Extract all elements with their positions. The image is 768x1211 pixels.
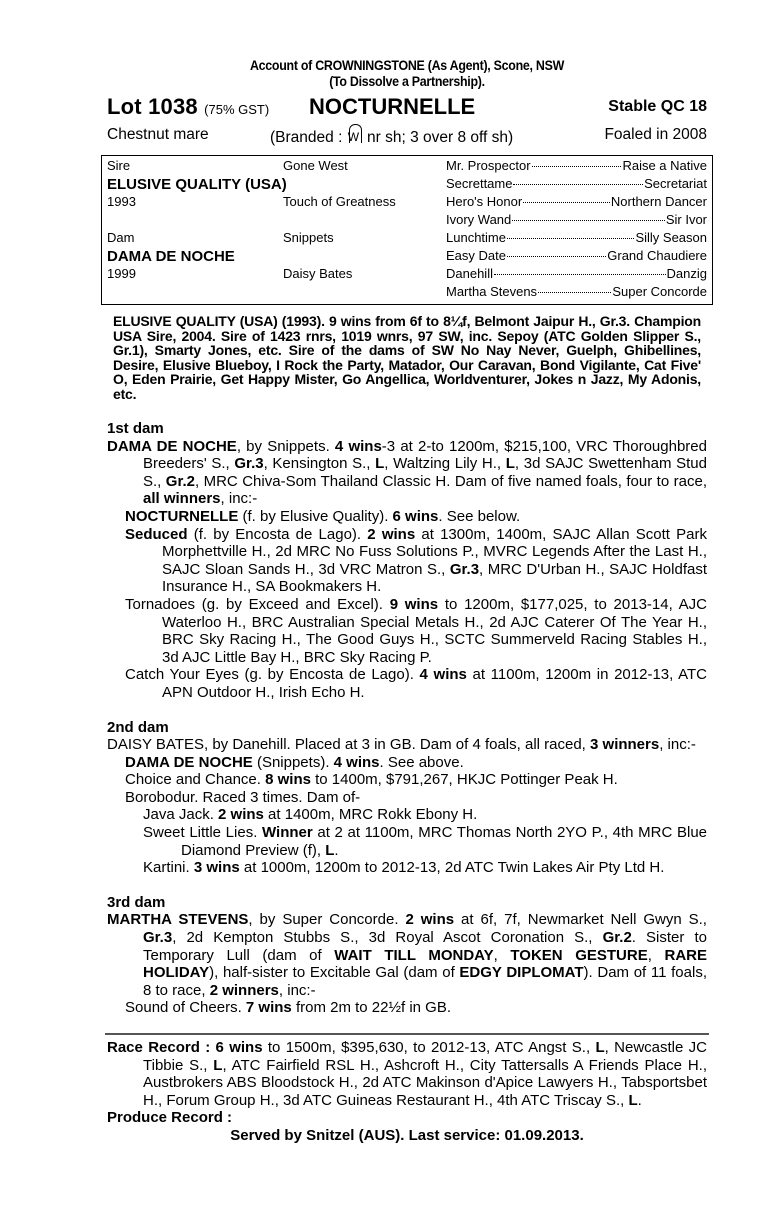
pedigree-paragraph <box>107 754 707 772</box>
sire-label: Sire <box>107 158 131 173</box>
third-dam-section <box>107 911 707 1017</box>
text-run: to 1500m, $395,630, to 2012-13, ATC Angst S., <box>262 1039 596 1056</box>
bold-run: RARE HOLIDAY <box>143 946 708 982</box>
gen3-sire: Silly Season <box>635 230 707 245</box>
text-run: at 1000m, 1200m to 2012-13, 2d ATC Twin Lakes Air Pty Ltd H. <box>239 859 665 877</box>
pedigree-paragraph <box>107 596 707 666</box>
dot-leader <box>512 220 665 221</box>
bold-run: Winner <box>262 824 313 842</box>
text-run: Borobodur. Raced 3 times. Dam of- <box>125 788 361 806</box>
bold-run: 4 wins <box>419 666 467 684</box>
bold-run: L <box>505 455 515 473</box>
bold-run: 6 wins <box>392 507 439 525</box>
text-run: at 6f, 7f, Newmarket Nell Gwyn S., <box>454 911 707 929</box>
divider <box>105 1033 709 1035</box>
text-run: , 3d SAJC Swettenham Stud S., <box>143 455 707 490</box>
sire-year: 1993 <box>107 194 136 209</box>
text-run: , MRC Chiva-Som Thailand Classic H. Dam of five named foals, four to race, <box>194 472 707 490</box>
gen3-sire: Super Concorde <box>612 284 707 299</box>
text-run: . <box>637 1091 642 1109</box>
text-run: , ATC Fairfield RSL H., Ashcroft H., City Tattersalls A Friends Place H., Austbrokers ABS Bloodstock H., 2d ATC Makinson d'Apice Lawyers H., Tabsportsbet H., Forum Group H., 3d ATC Guineas Restaurant H., 4th ATC Triscay S., <box>143 1056 707 1109</box>
gen3-sire: Danzig <box>666 266 707 281</box>
text-run: (Snippets). <box>252 753 334 771</box>
gst-note: (75% GST) <box>204 102 270 117</box>
sale-note: (To Dissolve a Partnership). <box>329 74 485 89</box>
text-run: , Kensington S., <box>263 455 376 473</box>
gen3-dam: Mr. Prospector <box>446 158 531 173</box>
catalogue-page <box>107 58 708 1144</box>
dot-leader <box>513 184 643 185</box>
text-run: from 2m to 22½f in GB. <box>291 999 452 1017</box>
dam-name: DAMA DE NOCHE <box>107 248 235 265</box>
bold-run: Seduced <box>125 525 188 543</box>
bold-run: Race Record : 6 wins <box>107 1039 263 1056</box>
text-run: ). Dam of 11 foals, 8 to race, <box>143 964 707 999</box>
horse-name: NOCTURNELLE <box>309 94 476 119</box>
text-run: Sweet Little Lies. <box>143 824 263 842</box>
gen3-sire: Sir Ivor <box>665 212 707 227</box>
pedigree-paragraph <box>107 999 707 1017</box>
text-run: , inc:- <box>220 490 258 508</box>
brand-suffix: nr sh; 3 over 8 off sh) <box>367 129 514 146</box>
gen3-dam: Hero's Honor <box>446 194 523 209</box>
pedigree-paragraph <box>107 859 707 877</box>
pedigree-paragraph <box>107 806 707 824</box>
race-record <box>107 1039 707 1109</box>
text-run: at 1300m, 1400m, SAJC Allan Scott Park Morphettville H., 2d MRC No Fuss Solutions P., MVRC Legends After the Last H., SAJC Sloan Sands H., 3d VRC Matron S., <box>162 525 708 578</box>
text-run: , Waltzing Lily H., <box>384 455 506 473</box>
vendor-line: Account of CROWNINGSTONE (As Agent), Scone, NSW <box>249 58 565 73</box>
dam-dam: Daisy Bates <box>283 266 353 281</box>
gen3-sire: Secretariat <box>644 176 707 191</box>
bold-run: Gr.3 <box>234 455 264 473</box>
bold-run: L <box>628 1091 638 1109</box>
pedigree-paragraph <box>107 438 707 508</box>
bold-run: TOKEN GESTURE <box>510 946 648 964</box>
text-run: to 1400m, $791,267, HKJC Pottinger Peak H. <box>310 771 618 789</box>
lot-number-block <box>107 94 269 120</box>
dot-leader <box>507 256 606 257</box>
gen3-row <box>446 230 707 248</box>
gen3-dam: Lunchtime <box>446 230 506 245</box>
bold-run: 8 wins <box>265 771 311 789</box>
pedigree-paragraph <box>107 824 707 859</box>
dot-leader <box>523 202 610 203</box>
text-run: to 1200m, $177,025, to 2013-14, AJC Waterloo H., BRC Australian Special Metals H., 2d AJC Caterer Of The Year H., BRC Sky Racing H., The Good Guys H., SCTC Summerveld Racing Stables H., 3d AJC Little Bay H., BRC Sky Racing P. <box>162 595 707 666</box>
bold-run: 2 winners <box>209 981 279 999</box>
pedigree-paragraph <box>107 789 707 807</box>
bold-run: Gr.3 <box>143 929 173 947</box>
sire-name: ELUSIVE QUALITY (USA) <box>107 176 287 193</box>
pedigree-paragraph <box>107 526 707 596</box>
bold-run: 3 wins <box>193 859 240 877</box>
text-run: Catch Your Eyes (g. by Encosta de Lago). <box>125 666 420 684</box>
second-dam-heading: 2nd dam <box>107 718 169 736</box>
text-run: , by Super Concorde. <box>248 911 406 929</box>
gen3-dam: Danehill <box>446 266 493 281</box>
bold-run: NOCTURNELLE <box>125 507 239 525</box>
text-run: Kartini. <box>143 859 194 877</box>
text-run: DAISY BATES, by Danehill. Placed at 3 in GB. Dam of 4 foals, all raced, <box>107 736 591 754</box>
gen3-row <box>446 248 707 266</box>
text-run: Sound of Cheers. <box>125 999 246 1017</box>
text-run: at 2 at 1100m, MRC Thomas North 2YO P., 4th MRC Blue Diamond Preview (f), <box>181 824 708 859</box>
pedigree-table <box>101 155 713 305</box>
bold-run: 3 winners <box>590 736 660 754</box>
pedigree-paragraph <box>107 666 707 701</box>
text-run: -3 at 2-to 1200m, $215,100, VRC Thoroughbred Breeders' S., <box>143 437 707 473</box>
bold-run: WAIT TILL MONDAY <box>334 946 494 964</box>
bold-run: L <box>325 841 335 859</box>
pedigree-paragraph <box>107 508 707 526</box>
bold-run: Gr.2 <box>165 472 195 490</box>
pedigree-paragraph <box>107 771 707 789</box>
second-dam-section <box>107 736 707 877</box>
text-run: , Newcastle JC Tibbie S., <box>143 1039 707 1074</box>
brand-prefix: (Branded : <box>270 129 343 146</box>
dot-leader <box>507 238 634 239</box>
text-run: . Sister to Temporary Lull (dam of <box>143 929 708 964</box>
bold-run: 2 wins <box>218 806 264 824</box>
text-run: Java Jack. <box>143 806 219 824</box>
pedigree-paragraph <box>107 736 707 754</box>
text-run: . See below. <box>438 507 521 525</box>
bold-run: L <box>375 455 385 473</box>
description-line <box>107 126 707 150</box>
gen3-row <box>446 176 707 194</box>
text-run: . <box>334 841 339 859</box>
text-run: (f. by Elusive Quality). <box>238 507 393 525</box>
bold-run: all winners <box>143 490 221 508</box>
gen3-dam: Ivory Wand <box>446 212 512 227</box>
dam-year: 1999 <box>107 266 136 281</box>
gen3-sire: Grand Chaudiere <box>607 248 707 263</box>
foaled-year: Foaled in 2008 <box>604 126 707 143</box>
bold-run: DAMA DE NOCHE <box>125 753 253 771</box>
brand-info <box>270 126 513 147</box>
bold-run: 4 wins <box>334 437 382 455</box>
bold-run: EDGY DIPLOMAT <box>459 964 584 982</box>
text-run: , MRC D'Urban H., SAJC Holdfast Insurance H., SA Bookmakers H. <box>162 560 708 596</box>
service-note: Served by Snitzel (AUS). Last service: 01.09.2013. <box>230 1126 584 1144</box>
gen3-dam: Secrettame <box>446 176 513 191</box>
bold-run: 2 wins <box>367 525 416 543</box>
text-run: ), half-sister to Excitable Gal (dam of <box>209 964 460 982</box>
bold-run: DAMA DE NOCHE <box>107 437 237 455</box>
gen3-row <box>446 194 707 212</box>
bold-run: L <box>595 1039 605 1056</box>
gen3-dam: Easy Date <box>446 248 506 263</box>
horse-description: Chestnut mare <box>107 126 209 143</box>
lot-number: Lot 1038 <box>107 94 198 119</box>
first-dam-section <box>107 438 707 702</box>
gen3-sire: Northern Dancer <box>610 194 707 209</box>
text-run: Choice and Chance. <box>125 771 266 789</box>
bold-run: Gr.2 <box>602 929 632 947</box>
text-run: , <box>493 946 511 964</box>
text-run: (f. by Encosta de Lago). <box>187 525 368 543</box>
sire-summary: ELUSIVE QUALITY (USA) (1993). 9 wins from 6f to 8¼f, Belmont Jaipur H., Gr.3. Champion USA Sire, 2004. Sire of 1423 rnrs, 1019 wnrs, 97 SW, inc. Sepoy (ATC Golden Slipper S., Gr.1), Smarty Jones, etc. Sire of the dams of SW No Nay Never, Guelph, Ghibellines, Desire, Elusive Blueboy, I Rock the Party, Matador, Our Caravan, Bond Vigilante, Cat Five' O, Eden Prairie, Get Happy Mister, Go Angellica, Worldventurer, Jokes n Jazz, My Adonis, etc. <box>113 313 701 402</box>
bold-run: 9 wins <box>389 595 439 613</box>
text-run: , inc:- <box>278 981 316 999</box>
pedigree-paragraph <box>107 911 707 999</box>
dot-leader <box>538 292 611 293</box>
bold-run: 4 wins <box>333 753 380 771</box>
text-run: at 1100m, 1200m in 2012-13, ATC APN Outdoor H., Irish Echo H. <box>162 666 708 701</box>
dam-sire: Snippets <box>283 230 334 245</box>
text-run: . See above. <box>379 753 464 771</box>
bold-run: Gr.3 <box>449 560 480 578</box>
bold-run: 2 wins <box>405 911 455 929</box>
brand-mark-icon: W <box>347 126 363 144</box>
third-generation <box>446 158 707 302</box>
dam-lines <box>107 420 707 1145</box>
stable-location: Stable QC 18 <box>608 98 707 115</box>
sire-dam: Touch of Greatness <box>283 194 396 209</box>
bold-run: L <box>213 1056 223 1074</box>
bold-run: 7 wins <box>245 999 292 1017</box>
dam-label: Dam <box>107 230 135 245</box>
dot-leader <box>532 166 622 167</box>
text-run: , 2d Kempton Stubbs S., 3d Royal Ascot Coronation S., <box>172 929 603 947</box>
lot-line <box>107 94 707 120</box>
text-run: , by Snippets. <box>236 437 335 455</box>
first-dam-heading: 1st dam <box>107 420 164 437</box>
produce-record-label: Produce Record : <box>107 1109 233 1127</box>
text-run: at 1400m, MRC Rokk Ebony H. <box>263 806 478 824</box>
bold-run: MARTHA STEVENS <box>107 911 249 929</box>
text-run: , inc:- <box>659 736 696 754</box>
third-dam-heading: 3rd dam <box>107 893 166 911</box>
gen3-dam: Martha Stevens <box>446 284 538 299</box>
gen3-row <box>446 266 707 284</box>
text-run: , <box>647 946 665 964</box>
gen3-sire: Raise a Native <box>622 158 707 173</box>
gen3-row <box>446 284 707 302</box>
gen3-row <box>446 158 707 176</box>
text-run: Tornadoes (g. by Exceed and Excel). <box>125 595 390 613</box>
sire-sire: Gone West <box>283 158 348 173</box>
dot-leader <box>494 274 666 275</box>
gen3-row <box>446 212 707 230</box>
